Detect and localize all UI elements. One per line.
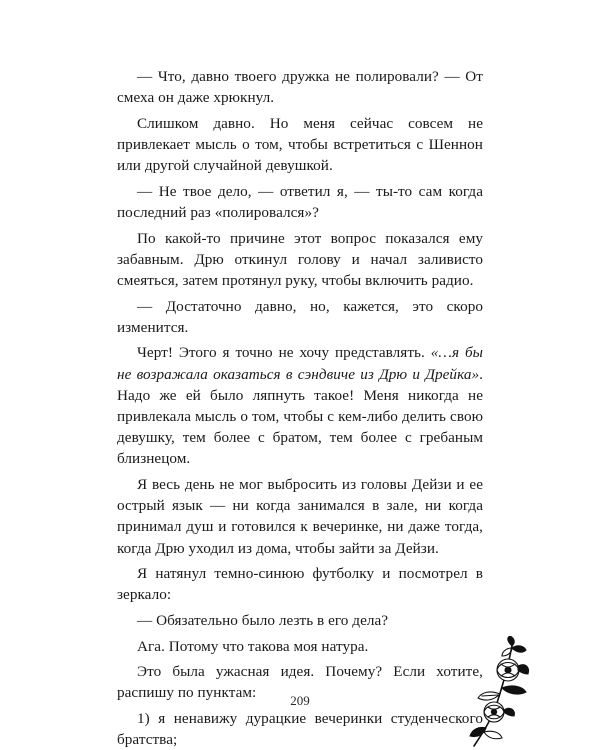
text-run: — Обязательно было лезть в его дела? [137, 612, 389, 629]
text-run: Я весь день не мог выбросить из головы Дейзи и ее острый язык — ни когда занимался в зале, ни когда принимал душ и готовился к вечеринке, ни даже тогда, когда Дрю уходил из дома, чтобы зайти за Дейзи. [117, 476, 483, 557]
body-text [117, 66, 483, 750]
paragraph [117, 66, 483, 108]
italic-quote: «…я бы не возражала оказаться в сэндвиче из Дрю и Дрейка» [117, 344, 483, 383]
paragraph [117, 113, 483, 177]
paragraph [117, 563, 483, 605]
text-run: — Не твое дело, — ответил я, — ты-то сам когда последний раз «полировался»? [117, 182, 483, 221]
text-run: Я натянул темно-синюю футболку и посмотрел в зеркало: [117, 565, 483, 604]
text-run: Это была ужасная идея. Почему? Если хотите, распишу по пунктам: [117, 663, 483, 702]
paragraph [117, 296, 483, 338]
paragraph [117, 474, 483, 559]
paragraph [117, 610, 483, 631]
text-run: — Что, давно твоего дружка не полировали? — От смеха он даже хрюкнул. [117, 68, 483, 107]
paragraph [117, 342, 483, 469]
text-run: — Достаточно давно, но, кажется, это скоро изменится. [117, 297, 483, 336]
text-run: Слишком давно. Но меня сейчас совсем не привлекает мысль о том, чтобы встретиться с Шеннон или другой случайной девушкой. [117, 114, 483, 175]
text-run: Ага. Потому что такова моя натура. [137, 637, 369, 655]
page-number: 209 [290, 693, 310, 708]
text-run: По какой-то причине этот вопрос показался ему забавным. Дрю откинул голову и начал заливисто смеяться, затем протянул руку, чтобы включить радио. [117, 229, 483, 289]
paragraph [117, 181, 483, 223]
text-run: 1) я ненавижу дурацкие вечеринки студенческого братства; [117, 709, 483, 749]
flower-ornament-icon [468, 636, 534, 748]
text-run: Черт! Этого я точно не хочу представлять. [137, 344, 431, 362]
paragraph [117, 708, 483, 750]
paragraph [117, 228, 483, 292]
paragraph [117, 636, 483, 657]
text-run: . Надо же ей было ляпнуть такое! Меня никогда не привлекала мысль о том, чтобы с кем-либо делить свою девушку, тем более с братом, тем более с гребаным близнецом. [117, 365, 483, 468]
